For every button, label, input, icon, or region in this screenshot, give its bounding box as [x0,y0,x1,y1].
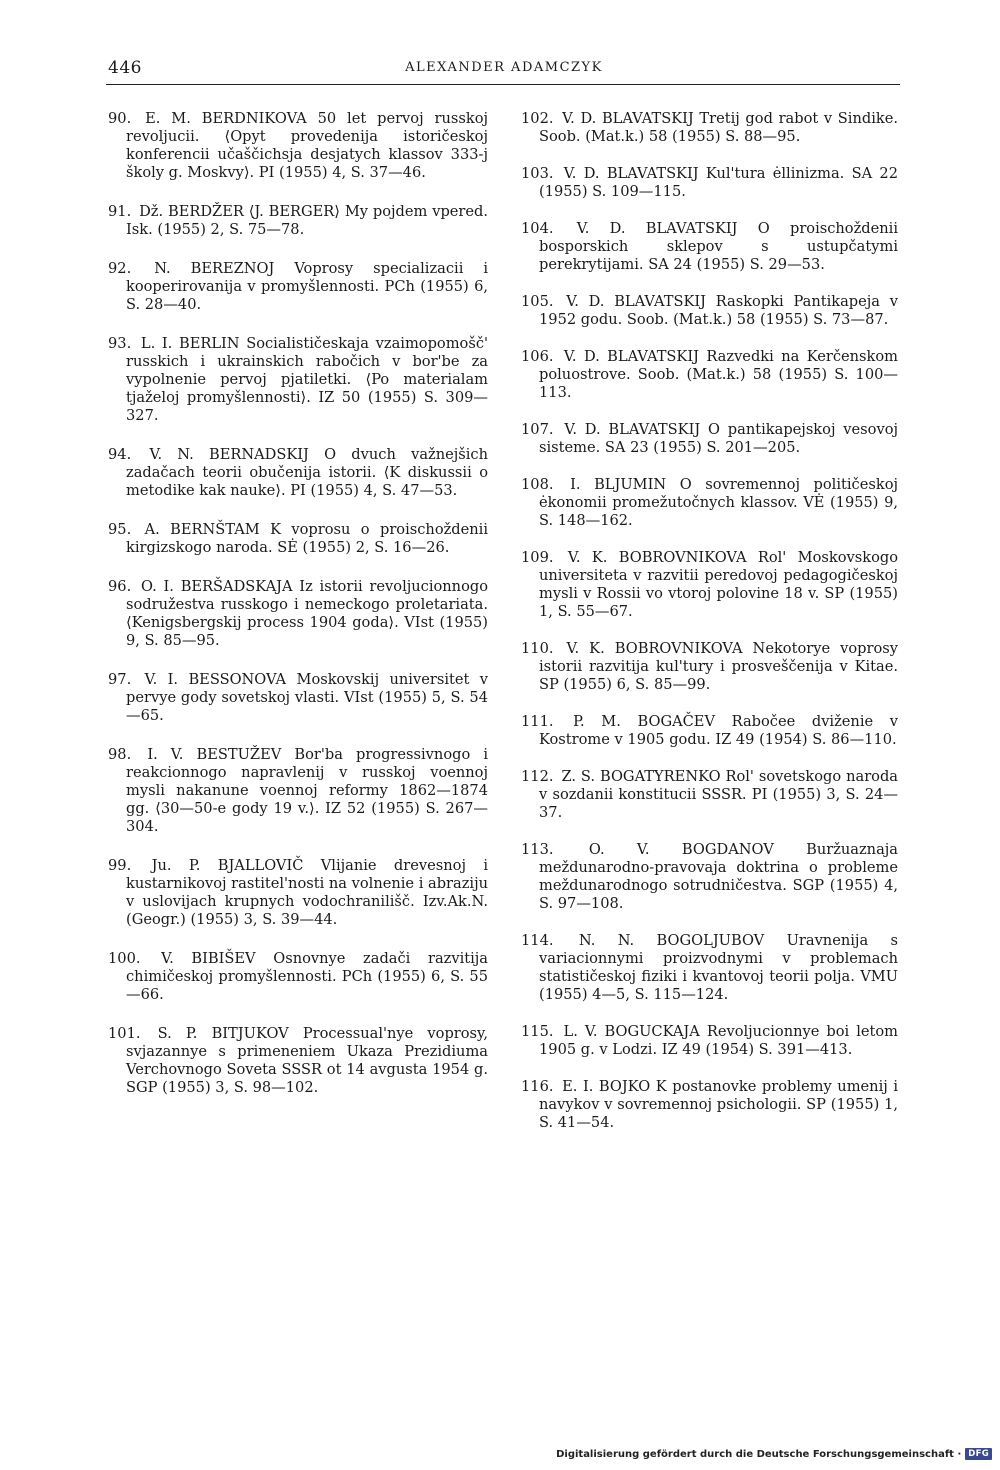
entry-number: 112. [521,768,554,785]
bibliography-entry [521,768,898,822]
bibliography-entry [521,421,898,457]
entry-text: N. BEREZNOJ Voprosy specializacii i kooperirovanija v promyšlennosti. PCh (1955) 6, S. 28—40. [126,260,488,313]
entry-number: 103. [521,165,554,182]
bibliography-entry [108,857,488,929]
right-column [521,110,898,1151]
bibliography-entry [521,476,898,530]
entry-number: 106. [521,348,554,365]
entry-number: 116. [521,1078,554,1095]
entry-number: 107. [521,421,554,438]
entry-number: 108. [521,476,554,493]
entry-number: 104. [521,220,554,237]
bibliography-entry [521,713,898,749]
bibliography-entry [108,521,488,557]
entry-text: E. M. BERDNIKOVA 50 let pervoj russkoj revoljucii. ⟨Opyt provedenija istoričeskoj konferencii učaščichsja desjatych klassov 333-j školy g. Moskvy⟩. PI (1955) 4, S. 37—46. [126,110,489,181]
entry-text: V. D. BLAVATSKIJ Kul'tura ėllinizma. SA 22 (1955) S. 109—115. [539,165,899,200]
bibliography-entry [108,335,488,425]
entry-text: L. V. BOGUCKAJA Revoljucionnye boi letom 1905 g. v Lodzi. IZ 49 (1954) S. 391—413. [539,1023,898,1058]
entry-text: V. D. BLAVATSKIJ Raskopki Pantikapeja v 1952 godu. Soob. (Mat.k.) 58 (1955) S. 73—87. [539,293,898,328]
entry-number: 94. [108,446,132,463]
entry-number: 93. [108,335,132,352]
bibliography-entry [521,1023,898,1059]
entry-number: 98. [108,746,132,763]
bibliography-entry [521,549,898,621]
entry-number: 102. [521,110,554,127]
running-head: ALEXANDER ADAMCZYK [405,60,603,75]
entry-number: 90. [108,110,132,127]
entry-number: 92. [108,260,132,277]
entry-number: 96. [108,578,132,595]
entry-number: 99. [108,857,132,874]
footer [556,1446,992,1462]
entry-number: 115. [521,1023,554,1040]
bibliography-entry [108,203,488,239]
entry-text: V. D. BLAVATSKIJ Tretij god rabot v Sindike. Soob. (Mat.k.) 58 (1955) S. 88—95. [539,110,898,145]
entry-text: V. K. BOBROVNIKOVA Rol' Moskovskogo universiteta v razvitii peredovoj pedagogičeskoj mysli v Rossii vo vtoroj polovine 18 v. SP (1955) 1, S. 55—67. [539,549,898,620]
left-column [108,110,488,1118]
bibliography-entry [108,446,488,500]
entry-text: O. V. BOGDANOV Buržuaznaja meždunarodno-pravovaja doktrina o probleme meždunarodnogo sotrudničestva. SGP (1955) 4, S. 97—108. [539,841,898,912]
entry-text: I. BLJUMIN O sovremennoj političeskoj ėkonomii promežutočnych klassov. VĖ (1955) 9, S. 148—162. [539,476,899,529]
entry-number: 95. [108,521,132,538]
entry-text: Ju. P. BJALLOVIČ Vlijanie drevesnoj i kustarnikovoj rastitel'nosti na volnenie i abraziju v uslovijach krupnych vodochranilišč. Izv.Ak.N. (Geogr.) (1955) 3, S. 39—44. [126,857,489,928]
entry-text: V. D. BLAVATSKIJ O pantikapejskoj vesovoj sisteme. SA 23 (1955) S. 201—205. [539,421,898,456]
entry-number: 114. [521,932,554,949]
entry-number: 105. [521,293,554,310]
bibliography-entry [108,1025,488,1097]
bibliography-entry [108,110,488,182]
entry-number: 110. [521,640,554,657]
entry-text: V. D. BLAVATSKIJ Razvedki na Kerčenskom poluostrove. Soob. (Mat.k.) 58 (1955) S. 100—113. [539,348,899,401]
bibliography-entry [108,950,488,1004]
bibliography-entry [521,293,898,329]
footer-text: Digitalisierung gefördert durch die Deutsche Forschungsgemeinschaft · [556,1448,962,1460]
entry-text: E. I. BOJKO K postanovke problemy umenij i navykov v sovremennoj psichologii. SP (1955) 1, S. 41—54. [539,1078,898,1131]
entry-number: 109. [521,549,554,566]
entry-number: 91. [108,203,132,220]
entry-text: O. I. BERŠADSKAJA Iz istorii revoljucionnogo sodružestva russkogo i nemeckogo proletariata. ⟨Kenigsbergskij process 1904 goda⟩. VIst (1955) 9, S. 85—95. [126,578,488,649]
bibliography-entry [108,578,488,650]
entry-number: 111. [521,713,554,730]
entry-text: Z. S. BOGATYRENKO Rol' sovetskogo naroda v sozdanii konstitucii SSSR. PI (1955) 3, S. 24—37. [539,768,898,821]
bibliography-entry [521,932,898,1004]
dfg-logo: DFG [965,1448,992,1460]
entry-text: A. BERNŠTAM K voprosu o proischoždenii kirgizskogo naroda. SĖ (1955) 2, S. 16—26. [126,521,489,556]
entry-text: L. I. BERLIN Socialističeskaja vzaimopomošč' russkich i ukrainskich rabočich v bor'be za vypolnenie pervoj pjatiletki. ⟨Po materialam tjaželoj promyšlennosti⟩. IZ 50 (1955) S. 309—327. [126,335,488,424]
bibliography-entry [108,671,488,725]
entry-text: V. BIBIŠEV Osnovnye zadači razvitija chimičeskoj promyšlennosti. PCh (1955) 6, S. 55—66. [126,950,489,1003]
bibliography-entry [521,1078,898,1132]
entry-text: P. M. BOGAČEV Rabočee dviženie v Kostrome v 1905 godu. IZ 49 (1954) S. 86—110. [539,713,899,748]
header-rule [106,84,900,85]
entry-text: Dž. BERDŽER ⟨J. BERGER⟩ My pojdem vpered. Isk. (1955) 2, S. 75—78. [126,203,489,238]
entry-text: V. K. BOBROVNIKOVA Nekotorye voprosy istorii razvitija kul'tury i prosveščenija v Kitae. SP (1955) 6, S. 85—99. [539,640,898,693]
bibliography-entry [521,220,898,274]
entry-text: V. N. BERNADSKIJ O dvuch važnejšich zadačach teorii obučenija istorii. ⟨K diskussii o metodike kak nauke⟩. PI (1955) 4, S. 47—53. [126,446,489,499]
bibliography-entry [108,746,488,836]
entry-text: V. D. BLAVATSKIJ O proischoždenii bosporskich sklepov s ustupčatymi perekrytijami. SA 24 (1955) S. 29—53. [539,220,898,273]
entry-text: I. V. BESTUŽEV Bor'ba progressivnogo i reakcionnogo napravlenij v russkoj voennoj mysli nakanune voennoj reformy 1862—1874 gg. ⟨30—50-e gody 19 v.⟩. IZ 52 (1955) S. 267—304. [126,746,489,835]
entry-number: 97. [108,671,132,688]
bibliography-entry [521,841,898,913]
entry-number: 101. [108,1025,141,1042]
bibliography-entry [108,260,488,314]
entry-text: S. P. BITJUKOV Processual'nye voprosy, svjazannye s primeneniem Ukaza Prezidiuma Verchovnogo Soveta SSSR ot 14 avgusta 1954 g. SGP (1955) 3, S. 98—102. [126,1025,488,1096]
page-number: 446 [108,58,142,78]
entry-text: N. N. BOGOLJUBOV Uravnenija s variacionnymi proizvodnymi v problemach statističeskoj fiziki i kvantovoj teorii polja. VMU (1955) 4—5, S. 115—124. [539,932,898,1003]
entry-text: V. I. BESSONOVA Moskovskij universitet v pervye gody sovetskoj vlasti. VIst (1955) 5, S. 54—65. [126,671,489,724]
bibliography-entry [521,110,898,146]
entry-number: 113. [521,841,554,858]
bibliography-entry [521,348,898,402]
entry-number: 100. [108,950,141,967]
page-header [108,58,900,82]
bibliography-entry [521,165,898,201]
bibliography-entry [521,640,898,694]
